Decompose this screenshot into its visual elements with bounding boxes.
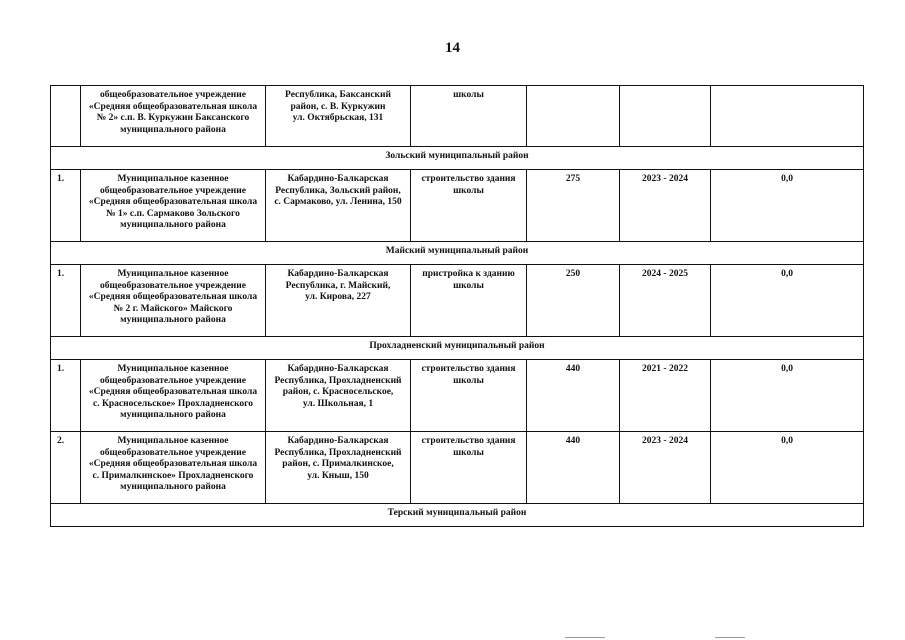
amount-cell: 0,0: [711, 432, 864, 504]
row-number: 1.: [51, 360, 81, 432]
row-number: 1.: [51, 265, 81, 337]
table-row: [51, 360, 864, 432]
period-cell: 2023 - 2024: [620, 170, 711, 242]
table-row: [51, 86, 864, 147]
period-cell: 2023 - 2024: [620, 432, 711, 504]
period-cell: 2024 - 2025: [620, 265, 711, 337]
period-cell: [620, 86, 711, 147]
scan-artifact-line: [565, 637, 605, 638]
scan-artifact-line: [715, 637, 745, 638]
amount-cell: 0,0: [711, 265, 864, 337]
capacity-cell: [527, 86, 620, 147]
work-type-cell: строительство здания школы: [411, 432, 527, 504]
row-number: 2.: [51, 432, 81, 504]
amount-cell: 0,0: [711, 170, 864, 242]
table-row: [51, 265, 864, 337]
capacity-cell: 440: [527, 432, 620, 504]
address-cell: Кабардино-Балкарская Республика, г. Майский, ул. Кирова, 227: [266, 265, 411, 337]
amount-cell: [711, 86, 864, 147]
address-cell: Кабардино-Балкарская Республика, Прохладненский район, с. Красносельское, ул. Школьная, 1: [266, 360, 411, 432]
capacity-cell: 250: [527, 265, 620, 337]
page-number: 14: [445, 40, 460, 56]
work-type-cell: пристройка к зданию школы: [411, 265, 527, 337]
address-cell: Кабардино-Балкарская Республика, Прохладненский район, с. Прималкинское, ул. Кныш, 150: [266, 432, 411, 504]
institution-cell: Муниципальное казенное общеобразовательное учреждение «Средняя общеобразовательная школа № 1» с.п. Сармаково Зольского муниципального района: [81, 170, 266, 242]
table-row: [51, 432, 864, 504]
institution-cell: Муниципальное казенное общеобразовательное учреждение «Средняя общеобразовательная школа с. Прималкинское» Прохладненского муниципального района: [81, 432, 266, 504]
section-title: Майский муниципальный район: [51, 242, 864, 265]
section-row: [51, 504, 864, 527]
work-type-cell: школы: [411, 86, 527, 147]
row-number: 1.: [51, 170, 81, 242]
work-type-cell: строительство здания школы: [411, 170, 527, 242]
row-number: [51, 86, 81, 147]
institution-cell: Муниципальное казенное общеобразовательное учреждение «Средняя общеобразовательная школа с. Красносельское» Прохладненского муниципального района: [81, 360, 266, 432]
amount-cell: 0,0: [711, 360, 864, 432]
capacity-cell: 275: [527, 170, 620, 242]
institution-cell: общеобразовательное учреждение «Средняя общеобразовательная школа № 2» с.п. В. Куркужин Баксанского муниципального района: [81, 86, 266, 147]
capacity-cell: 440: [527, 360, 620, 432]
address-cell: Кабардино-Балкарская Республика, Зольский район, с. Сармаково, ул. Ленина, 150: [266, 170, 411, 242]
schools-table: [50, 85, 864, 527]
section-title: Терский муниципальный район: [51, 504, 864, 527]
institution-cell: Муниципальное казенное общеобразовательное учреждение «Средняя общеобразовательная школа № 2 г. Майского» Майского муниципального района: [81, 265, 266, 337]
section-title: Прохладненский муниципальный район: [51, 337, 864, 360]
section-row: [51, 147, 864, 170]
work-type-cell: строительство здания школы: [411, 360, 527, 432]
period-cell: 2021 - 2022: [620, 360, 711, 432]
address-cell: Республика, Баксанский район, с. В. Куркужин ул. Октябрьская, 131: [266, 86, 411, 147]
section-title: Зольский муниципальный район: [51, 147, 864, 170]
table-row: [51, 170, 864, 242]
section-row: [51, 242, 864, 265]
section-row: [51, 337, 864, 360]
